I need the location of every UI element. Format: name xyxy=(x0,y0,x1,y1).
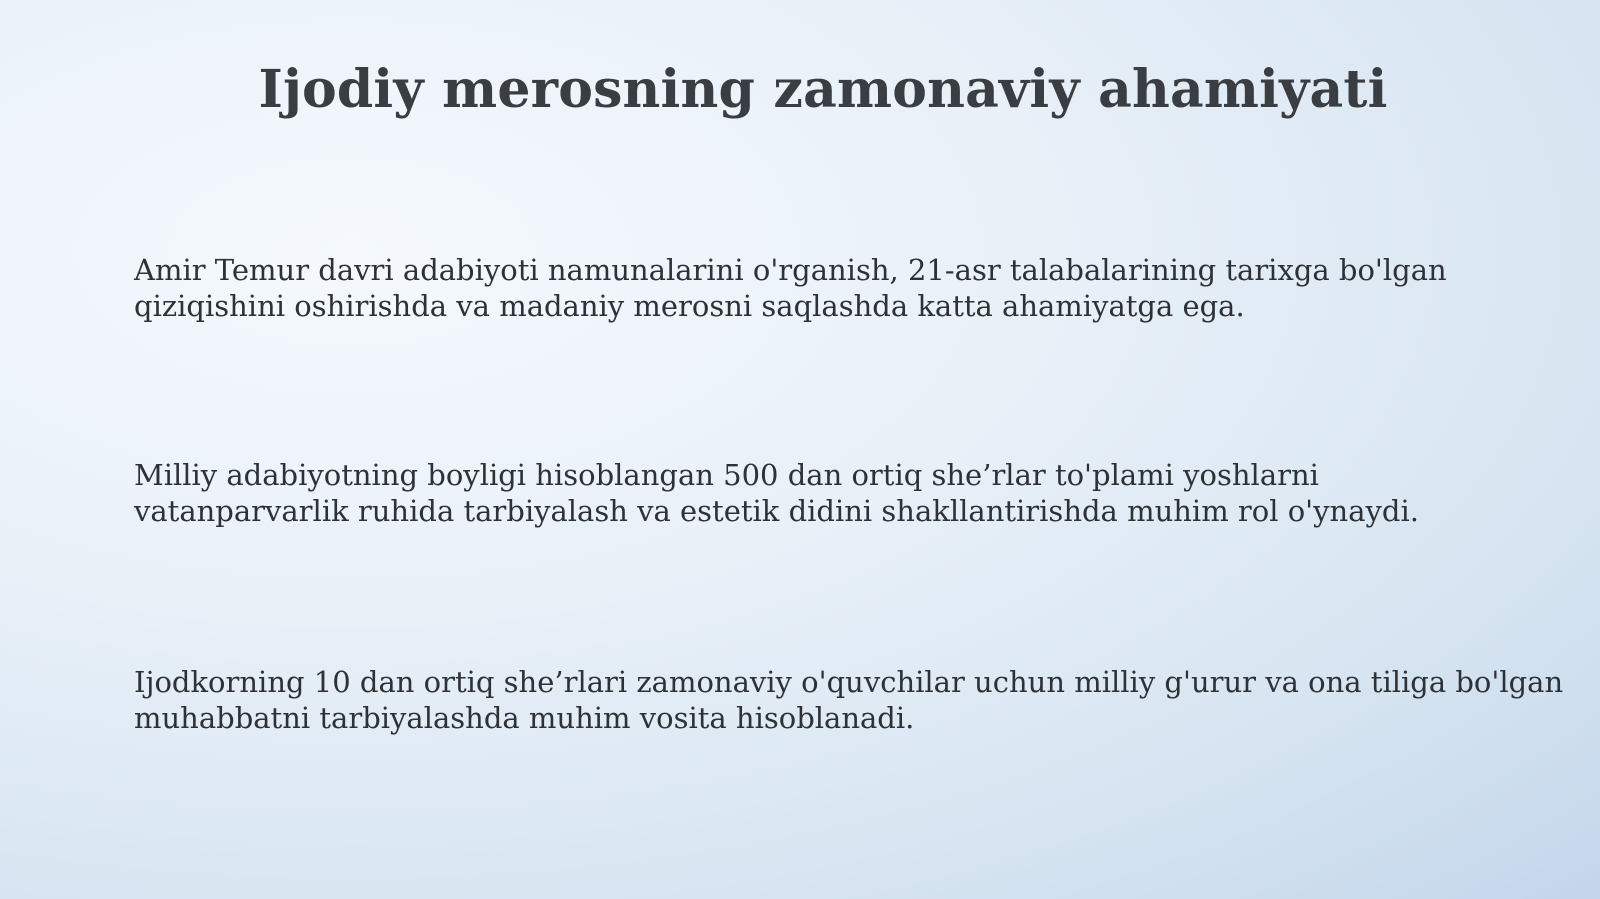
slide-title: Ijodiy merosning zamonaviy ahamiyati xyxy=(258,59,1388,120)
paragraph-2 xyxy=(134,457,1574,529)
paragraph-1-line-1: Amir Temur davri adabiyoti namunalarini o'rganish, 21-asr talabalarining tarixga bo'lgan xyxy=(134,253,1447,287)
paragraph-3-line-2: muhabbatni tarbiyalashda muhim vosita hisoblanadi. xyxy=(134,701,915,735)
paragraph-1-line-2: qiziqishini oshirishda va madaniy merosni saqlashda katta ahamiyatga ega. xyxy=(134,289,1245,323)
paragraph-3-line-1: Ijodkorning 10 dan ortiq she’rlari zamonaviy o'quvchilar uchun milliy g'urur va ona tiliga bo'lgan xyxy=(134,665,1564,699)
paragraph-1 xyxy=(134,252,1574,324)
paragraph-2-line-2: vatanparvarlik ruhida tarbiyalash va estetik didini shakllantirishda muhim rol o'ynaydi. xyxy=(134,494,1419,528)
paragraph-3 xyxy=(134,664,1574,736)
paragraph-2-line-1: Milliy adabiyotning boyligi hisoblangan 500 dan ortiq she’rlar to'plami yoshlarni xyxy=(134,458,1319,492)
